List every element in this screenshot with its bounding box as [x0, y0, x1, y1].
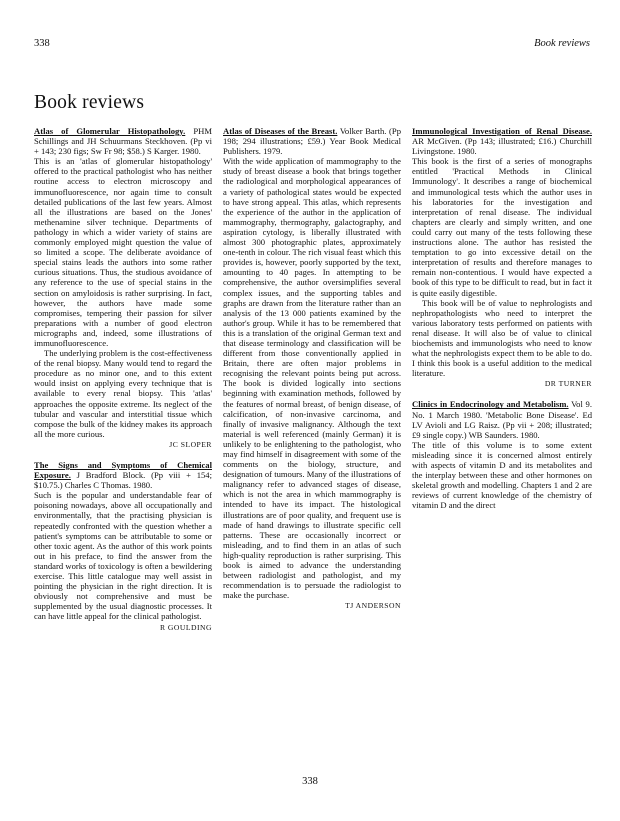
footer-page-number: 338: [302, 776, 318, 787]
review-heading: [34, 126, 212, 156]
review-paragraph: This is an 'atlas of glomerular histopathology' offered to the practical pathologist who has neither routine access to electron microscopy and immunofluorescence, nor again time to consult detailed publications of the last few years. Almost all the illustrations are based on the Jones' methenamine silver technique. Departments of pathology in which a wider variety of stains are commonly employed might question the value of so limited a scope. The deliberate avoidance of special stains leads the authors into some rather curious situations. Thus, the studious avoidance of any reference to the use of special stains in the section on amyloidosis is rather surprising. In fact, however, the authors have made some compromises, tempering their passion for silver preparations with a number of good electron micrographs and, indeed, some illustrations of immunofluorescence.: [34, 156, 212, 348]
review-heading: [412, 126, 592, 156]
header-page-number: 338: [34, 38, 50, 49]
review-heading: [412, 399, 592, 439]
reviewer-signature: R GOULDING: [159, 622, 212, 632]
reviewer-signature: DR TURNER: [544, 379, 592, 389]
review-paragraph: The underlying problem is the cost-effectiveness of the renal biopsy. Many would tend to regard the procedure as no minor one, and to this extent would insist on applying every technique that is available to every renal biopsy. This 'atlas' approaches the opposite extreme. Its neglect of the tubular and vascular and interstitial tissue which compose the bulk of the kidney makes its approach all the more curious.: [34, 348, 212, 439]
page-title: Book reviews: [34, 92, 145, 113]
book-details: AR McGiven. (Pp 143; illustrated; £16.) Churchill Livingstone. 1980.: [412, 136, 592, 157]
book-title: Atlas of Glomerular Histopathology.: [34, 126, 186, 136]
book-details: PHM Schillings and JH Schuurmans Steckhoven. (Pp vi + 143; 230 figs; Sw Fr 98; $58.) S Karger. 1980.: [34, 126, 212, 157]
review-heading: [34, 460, 212, 490]
reviewer-signature: TJ ANDERSON: [345, 601, 401, 611]
review-paragraph: The title of this volume is to some extent misleading since it is concerned almost entirely with aspects of vitamin D and its metabolites and the interplay between these and other hormones on skeletal growth and modelling. Chapters 1 and 2 are reviews of current knowledge of the chemistry of vitamin D and the direct: [412, 439, 592, 511]
book-title: The Signs and Symptoms of Chemical Exposure.: [34, 460, 212, 481]
column-2: [223, 126, 401, 622]
book-details: J Bradford Block. (Pp viii + 154; $10.75.) Charles C Thomas. 1980.: [34, 470, 212, 491]
book-title: Atlas of Diseases of the Breast.: [223, 126, 338, 136]
review-paragraph: With the wide application of mammography to the study of breast disease a book that brings together the radiological and morphological appearances of a variety of pathological states would be expected to have strong appeal. This atlas, which represents the experience of the author in the application of mammography, thermography, galactography, and aspiration cytology, is liberally illustrated with almost 300 photographic plates, approximately one-tenth in colour. The rich visual feast which this provides is, however, poorly supported by the text, amounting to 40 pages. In attempting to be comprehensive, the author oversimplifies several complex issues, and the supporting tables and graphs are drawn from the literature rather than an analysis of the 13 000 patients examined by the author's group. While it has to be remembered that this is a translation of the original German text and that disease terminology and classification will be different from those conventionally applied in Britain, there are often major problems in recognising the relevant points being put across. The book is divided logically into sections beginning with examination methods, followed by the features of normal breast, of benign disease, of calcification, of non-invasive carcinoma, and finally of invasive malignancy. Although the text material is well referenced (mainly German) it is unlikely to be enlightening to the pathologist, who may find himself in disagreement with some of the comments on the biology, structure, and designation of tumours. Many of the illustrations of malignancy refer to advanced stages of disease, which is not the area in which mammography is intended to have its impact. The histological illustrations are of poor quality, and frequent use is made of hand drawings to illustrate specific cell patterns. These are occasionally incorrect or misleading, and to find them in an atlas of such high-quality reproduction is rather surprising. This book is aimed to advance the understanding between radiologist and pathologist, and my recommendation is to persuade the radiologist to make the purchase.: [223, 156, 401, 601]
column-1: [34, 126, 212, 643]
review-paragraph: This book will be of value to nephrologists and nephropathologists who need to interpret the various laboratory tests performed on patients with renal disease. It will also be of value to clinical biochemists and immunologists who need to know what the nephrologists expect them to be able to do. I think this book is a useful addition to the medical literature.: [412, 297, 592, 379]
book-title: Immunological Investigation of Renal Disease.: [412, 126, 592, 136]
book-title: Clinics in Endocrinology and Metabolism.: [412, 399, 569, 410]
running-header: [34, 38, 590, 52]
column-3: [412, 126, 592, 510]
book-details: Vol 9. No. 1 March 1980. 'Metabolic Bone Disease'. Ed LV Avioli and LG Raisz. (Pp vii + 208; illustrated; £9 single copy.) WB Saunders. 1980.: [412, 399, 592, 440]
review-paragraph: This book is the first of a series of monographs entitled 'Practical Methods in Clinical Immunology'. It describes a range of biochemical and immunological tests which the author uses in his laboratories for the investigation and interpretation of renal disease. The individual chapters are clearly and simply written, and one could carry out many of the tests following these instructions alone. The author has resisted the temptation to go into excessive detail on the interpretation of results and therefore manages to remain non-contentious. I would have expected a book of this type to be difficult to read, but in fact it is quite easily digestible.: [412, 156, 592, 298]
book-details: Volker Barth. (Pp 198; 294 illustrations; £59.) Year Book Medical Publishers. 1979.: [223, 126, 401, 157]
reviewer-signature: JC SLOPER: [169, 439, 212, 449]
header-section-title: Book reviews: [534, 38, 590, 49]
review-paragraph: Such is the popular and understandable fear of poisoning nowadays, above all occupationally and environmentally, that the practising physician is repeatedly confronted with the question whether a patient's symptoms can be attributable to some or other toxic agent. As the author of this work points out in his preface, to find the answer from the standard works of toxicology is often a bewildering exercise. This little catalogue may well assist in pointing the physician in the right direction. It is obviously not comprehensive and must be supplemented by the usual diagnostic processes. It can have little appeal for the clinical pathologist.: [34, 490, 212, 622]
review-heading: [223, 126, 401, 156]
